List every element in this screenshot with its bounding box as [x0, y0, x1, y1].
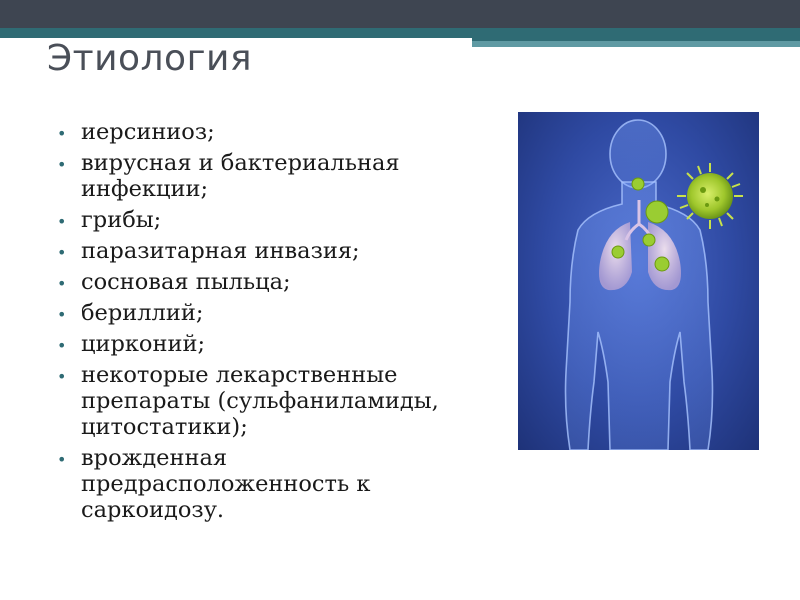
bullet-icon: •	[57, 274, 67, 293]
list-item-text: грибы;	[81, 207, 162, 233]
list-item	[57, 445, 457, 523]
body-virus-image	[518, 112, 759, 450]
bullet-icon: •	[57, 450, 67, 469]
list-item-text: иерсиниоз;	[81, 119, 215, 145]
bullet-icon: •	[57, 305, 67, 324]
list-item	[57, 362, 457, 440]
bullet-icon: •	[57, 212, 67, 231]
slide-title: Этиология	[47, 38, 253, 79]
header-band-teal-light	[470, 41, 800, 47]
bullet-icon: •	[57, 367, 67, 386]
list-item	[57, 269, 457, 295]
header-band-dark	[0, 0, 800, 28]
list-item-text: бериллий;	[81, 300, 204, 326]
bullet-list	[57, 119, 457, 528]
list-item-text: некоторые лекарственные препараты (сульфаниламиды, цитостатики);	[81, 362, 439, 440]
list-item	[57, 238, 457, 264]
list-item	[57, 207, 457, 233]
list-item	[57, 300, 457, 326]
bullet-icon: •	[57, 243, 67, 262]
human-body-illustration	[518, 112, 759, 450]
list-item	[57, 119, 457, 145]
list-item	[57, 150, 457, 202]
bullet-icon: •	[57, 336, 67, 355]
list-item-text: паразитарная инвазия;	[81, 238, 360, 264]
list-item-text: вирусная и бактериальная инфекции;	[81, 150, 400, 202]
list-item-text: сосновая пыльца;	[81, 269, 291, 295]
list-item-text: врожденная предрасположенность к саркоидозу.	[81, 445, 371, 523]
list-item-text: цирконий;	[81, 331, 206, 357]
list-item	[57, 331, 457, 357]
bullet-icon: •	[57, 124, 67, 143]
bullet-icon: •	[57, 155, 67, 174]
body-silhouette	[566, 120, 713, 450]
